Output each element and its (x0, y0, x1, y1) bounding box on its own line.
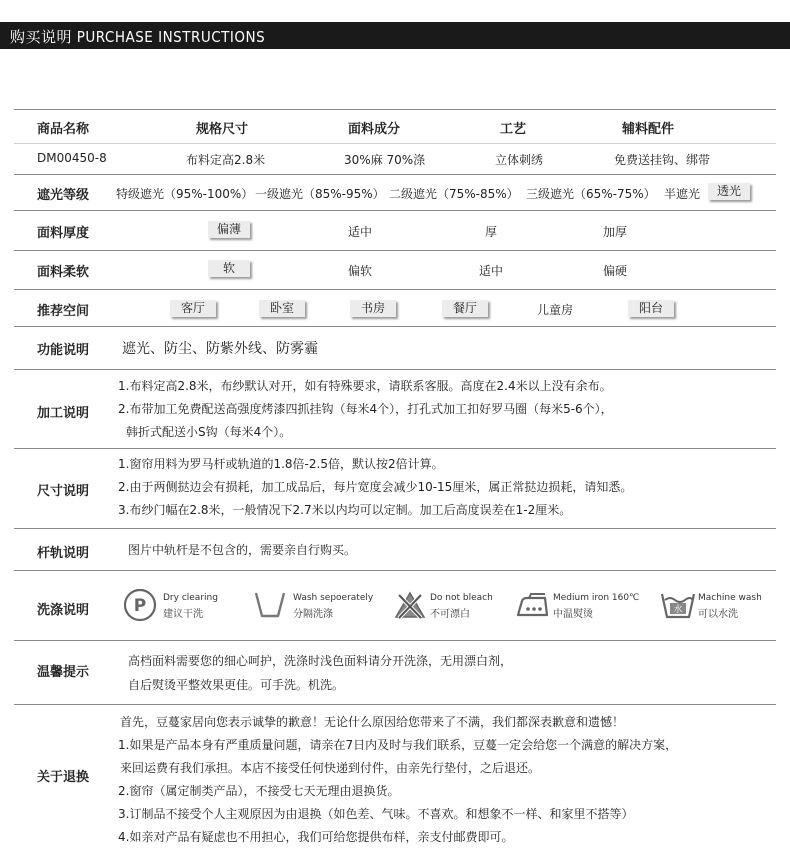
shading-option: 三级遮光（65%-75%） (526, 187, 656, 201)
softness-option-fairly-hard: 偏硬 (603, 264, 628, 278)
dry-clean-icon (123, 588, 157, 622)
care-label-en: Machine wash (698, 593, 762, 603)
care-label-en: Medium iron 160℃ (553, 593, 640, 603)
room-living-room: 客厅 (170, 300, 216, 317)
tips-line: 高档面料需要您的细心呵护，洗涤时浅色面料请分开洗涤，无用漂白剂， (128, 654, 513, 668)
tips-label: 温馨提示 (37, 665, 90, 680)
size-lines (118, 453, 632, 522)
function-text: 遮光、防尘、防紫外线、防雾霾 (122, 341, 318, 357)
softness-option-medium: 适中 (479, 264, 504, 278)
returns-line: 4.如亲对产品有疑虑也不用担心，我们可给您提供布样，亲支付邮费即可。 (118, 830, 514, 844)
processing-line: 韩折式配送小S钩（每米4个）。 (126, 425, 292, 439)
tips-lines (128, 649, 512, 697)
function-label: 功能说明 (37, 343, 90, 358)
size-label: 尺寸说明 (37, 484, 90, 499)
divider (14, 174, 776, 175)
divider (14, 448, 776, 449)
header-accessories: 辅料配件 (622, 122, 675, 137)
room-balcony: 阳台 (628, 300, 674, 317)
softness-option-fairly-soft: 偏软 (348, 264, 373, 278)
care-label-en: Do not bleach (430, 593, 493, 603)
rod-label: 杆轨说明 (37, 546, 90, 561)
shading-option: 二级遮光（75%-85%） (389, 187, 519, 201)
divider (14, 326, 776, 327)
washing-label: 洗涤说明 (37, 603, 90, 618)
care-label-en: Wash sepoerately (293, 593, 374, 603)
returns-lines (118, 711, 677, 849)
no-bleach-icon (393, 590, 427, 620)
header-craft: 工艺 (500, 122, 527, 137)
returns-line: 首先，豆蔓家居向您表示诚挚的歉意！无论什么原因给您带来了不满，我们都深表歉意和遗憾！ (120, 715, 625, 729)
care-label-zh: 可以水洗 (698, 609, 738, 620)
returns-line: 2.窗帘（属定制类产品），不接受七天无理由退换货。 (118, 784, 400, 798)
thickness-option-medium: 适中 (348, 225, 373, 239)
divider (14, 570, 776, 571)
care-label-en: Dry clearing (163, 593, 218, 603)
value-spec: 布料定高2.8米 (186, 153, 266, 167)
shading-option: 特级遮光（95%-100%） (116, 187, 254, 201)
room-kids-room: 儿童房 (537, 303, 574, 317)
header-spec: 规格尺寸 (196, 122, 249, 137)
value-accessories: 免费送挂钩、绑带 (614, 153, 711, 167)
softness-label: 面料柔软 (37, 265, 90, 280)
returns-line: 来回运费有我们承担。本店不接受任何快递到付件，由亲先行垫付，之后退还。 (120, 761, 541, 775)
machine-wash-icon (660, 590, 696, 620)
header-fabric: 面料成分 (348, 122, 401, 137)
size-line: 2.由于两侧挞边会有损耗，加工成品后，每片宽度会减少10-15厘米，属正常挞边损耗，请知悉。 (118, 480, 633, 494)
thickness-option-thick: 厚 (485, 225, 498, 239)
thickness-label: 面料厚度 (37, 226, 90, 241)
shading-selected-tag: 透光 (708, 183, 750, 200)
value-product-code: DM00450-8 (37, 151, 107, 165)
size-line: 1.窗帘用料为罗马杆或轨道的1.8倍-2.5倍，默认按2倍计算。 (118, 457, 444, 471)
processing-label: 加工说明 (37, 406, 90, 421)
iron-icon (515, 590, 551, 620)
rooms-label: 推荐空间 (37, 304, 90, 319)
softness-option-soft: 软 (208, 260, 250, 277)
processing-lines (118, 375, 613, 444)
thickness-option-extra-thick: 加厚 (603, 225, 628, 239)
thickness-option-thin: 偏薄 (208, 221, 250, 238)
room-study: 书房 (350, 300, 396, 317)
divider (14, 143, 776, 144)
shading-option: 一级遮光（85%-95%） (255, 187, 385, 201)
size-line: 3.布纱门幅在2.8米，一般情况下2.7米以内均可以定制。加工后高度误差在1-2厘米。 (118, 503, 572, 517)
value-craft: 立体刺绣 (495, 153, 544, 167)
processing-line: 1.布料定高2.8米，布纱默认对开，如有特殊要求，请联系客服。高度在2.4米以上没有余布。 (118, 379, 612, 393)
svg-text:P: P (133, 596, 147, 616)
divider (14, 289, 776, 290)
value-fabric: 30%麻 70%涤 (344, 153, 426, 167)
rod-text: 图片中轨杆是不包含的，需要亲自行购买。 (128, 543, 357, 557)
room-dining-room: 餐厅 (442, 300, 488, 317)
wash-separately-icon (253, 590, 287, 620)
returns-line: 3.订制品不接受个人主观原因为由退换（如色差、气味。不喜欢。和想象不一样、和家里不搭等） (118, 807, 634, 821)
room-bedroom: 卧室 (259, 300, 305, 317)
divider (14, 109, 776, 110)
care-label-zh: 不可漂白 (430, 609, 470, 620)
divider (14, 528, 776, 529)
returns-line: 1.如果是产品本身有严重质量问题，请亲在7日内及时与我们联系，豆蔓一定会给您一个满意的解决方案， (118, 738, 678, 752)
divider (14, 369, 776, 370)
title-bar (0, 22, 790, 49)
processing-line: 2.布带加工免费配送高强度烤漆四抓挂钩（每米4个），打孔式加工扣好罗马圈（每米5-6个）， (118, 402, 613, 416)
header-product-name: 商品名称 (37, 122, 90, 137)
tips-line: 自后熨烫平整效果更佳。可手洗。机洗。 (128, 678, 345, 692)
shading-label: 遮光等级 (37, 188, 90, 203)
page-title: 购买说明 PURCHASE INSTRUCTIONS (10, 28, 266, 46)
divider (14, 210, 776, 211)
care-label-zh: 中温熨烫 (553, 609, 593, 620)
returns-label: 关于退换 (37, 770, 90, 785)
svg-text:水: 水 (673, 605, 683, 615)
divider (14, 250, 776, 251)
shading-option: 半遮光 (664, 187, 701, 201)
divider (14, 704, 776, 705)
care-label-zh: 建议干洗 (163, 609, 203, 620)
divider (14, 640, 776, 641)
care-label-zh: 分隔洗涤 (293, 609, 333, 620)
